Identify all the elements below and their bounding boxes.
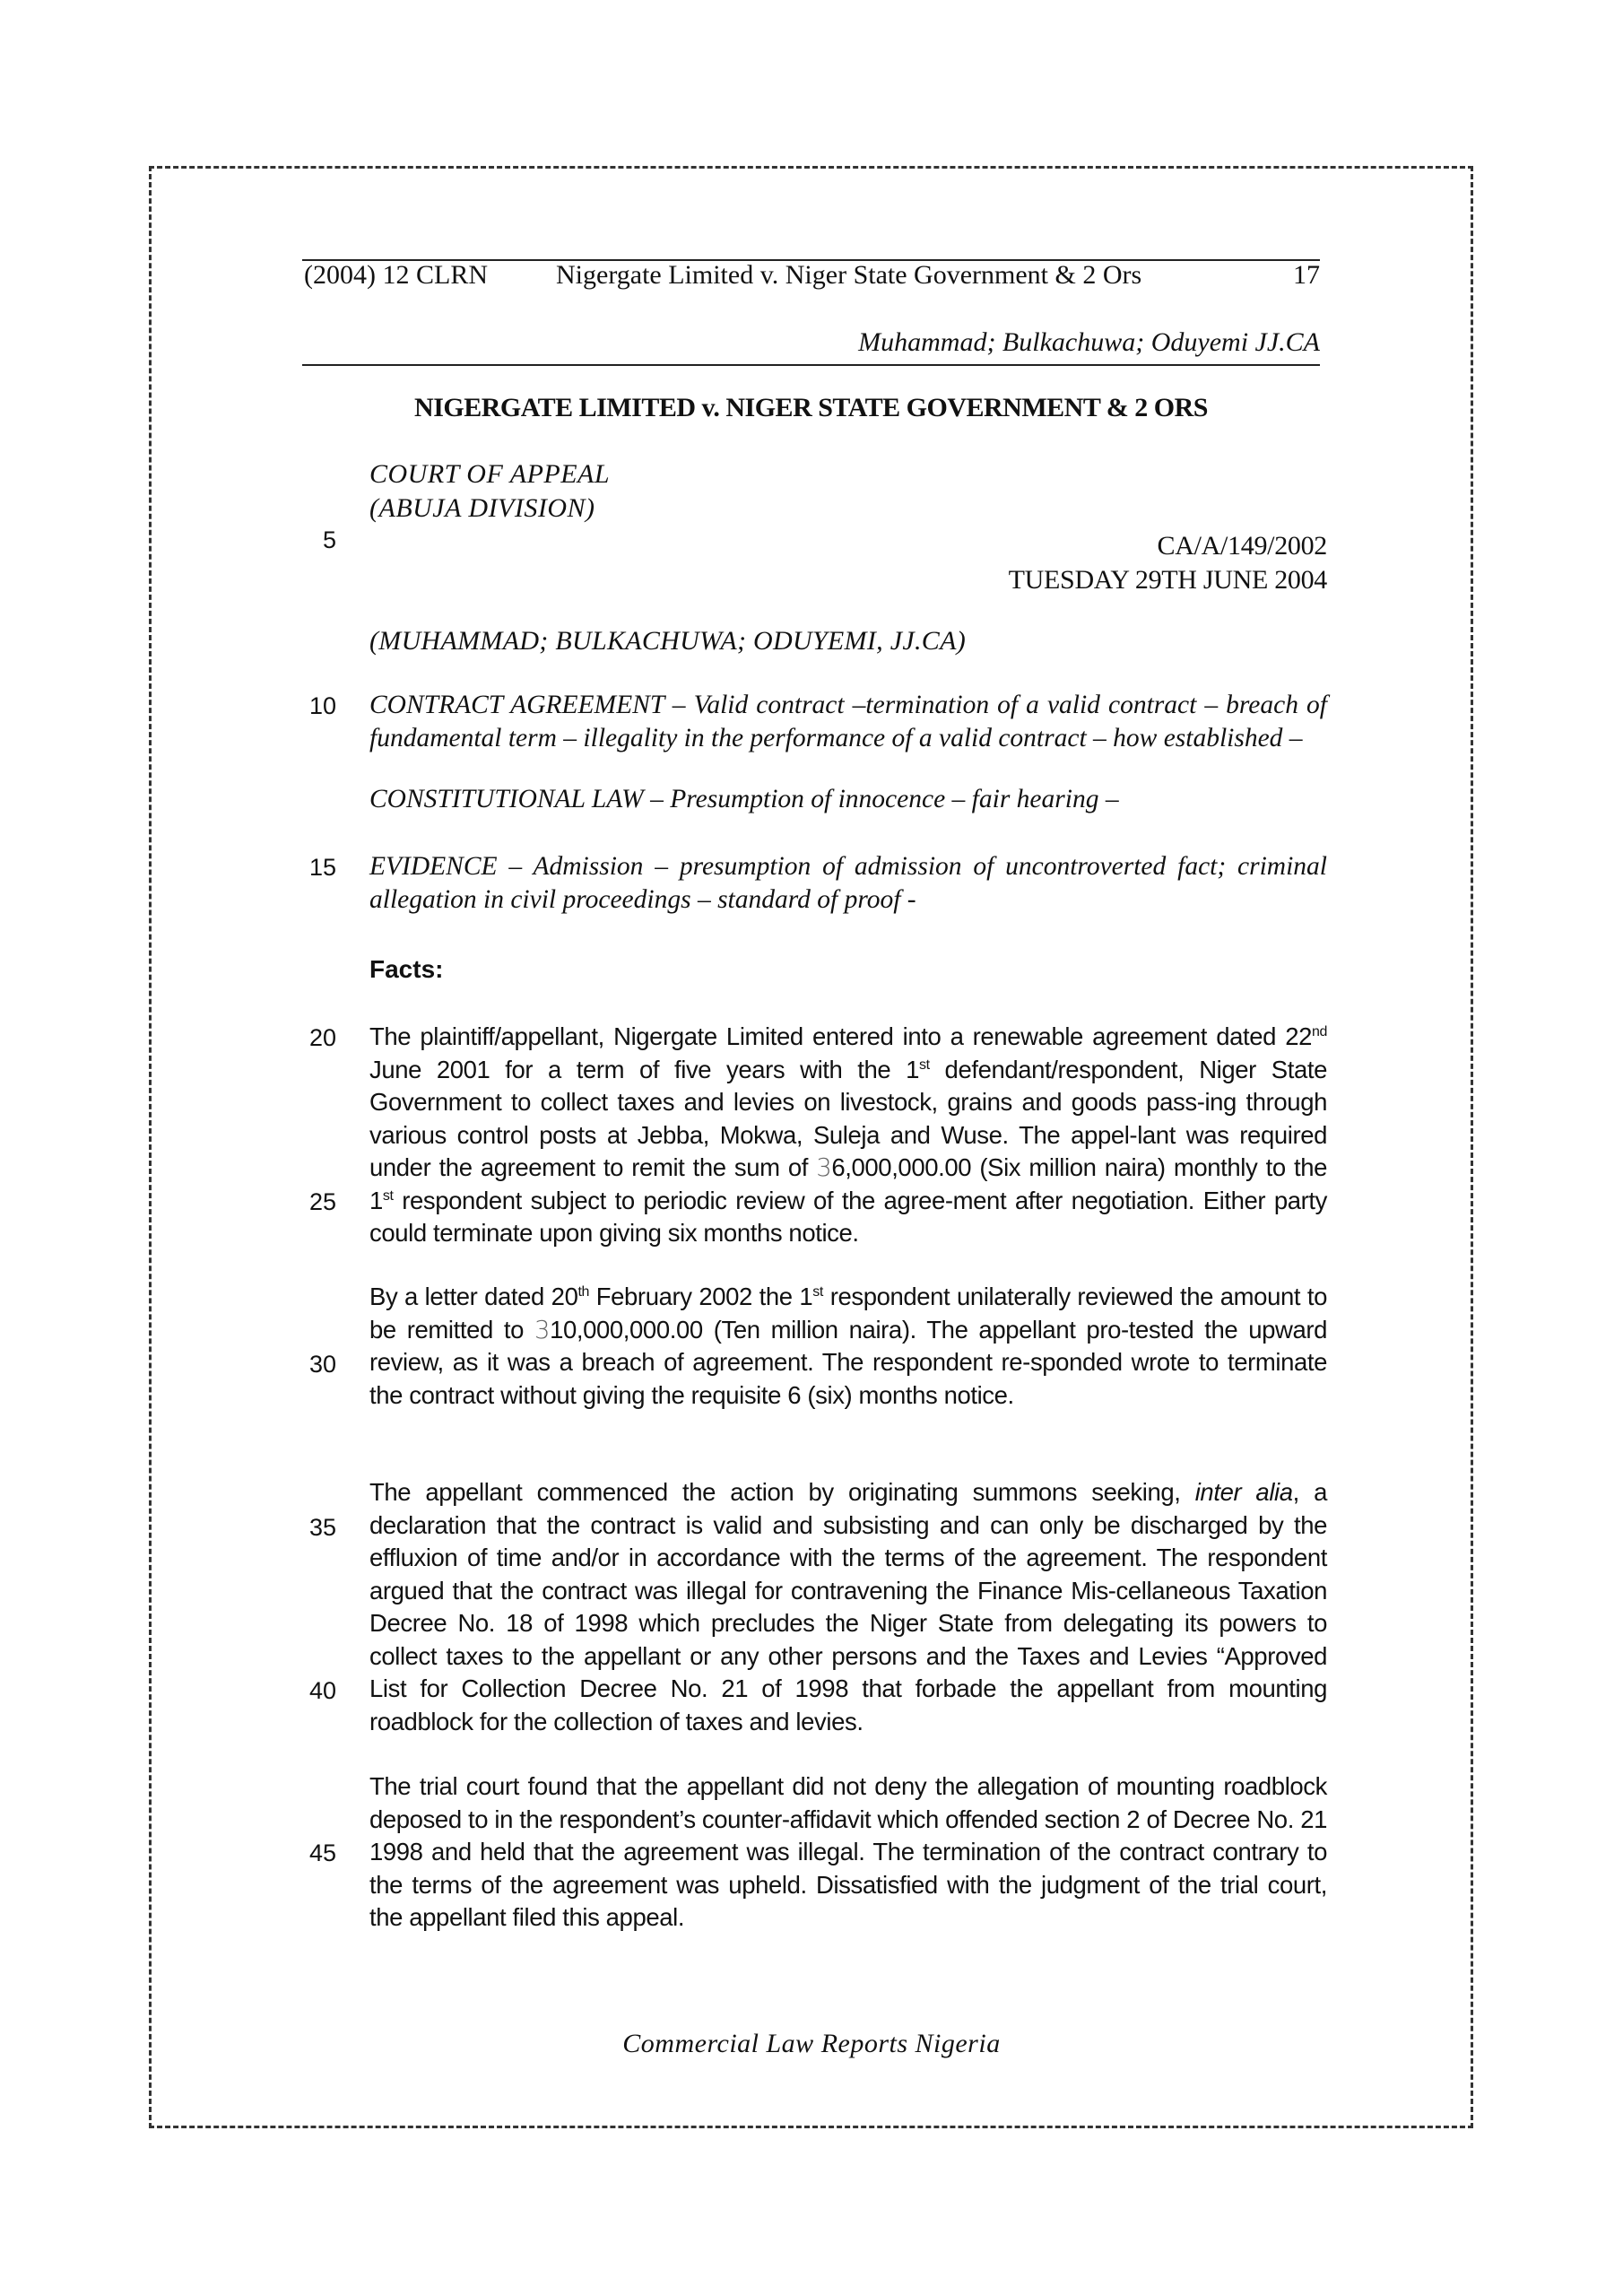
line-number: 15 [308, 854, 336, 881]
line-number: 40 [308, 1677, 336, 1704]
catchword-contract [369, 689, 1327, 755]
naira-symbol: 3 [816, 1153, 832, 1182]
catchword-evidence [369, 850, 1327, 917]
line-number: 20 [308, 1024, 336, 1051]
catchword-heading: CONTRACT AGREEMENT [369, 691, 664, 719]
citation: (2004) 12 CLRN [304, 260, 488, 290]
ordinal-suffix: th [577, 1284, 590, 1300]
catchword-text: – Valid contract –termination of a valid contract – breach of fundamental term – illegality in the performance of a valid contract – how established – [369, 691, 1328, 752]
ordinal-suffix: st [382, 1187, 394, 1204]
text-run: June 2001 for a term of five years with the 1 [369, 1055, 920, 1083]
ordinal-suffix: nd [1312, 1024, 1327, 1039]
case-reference [1009, 529, 1327, 597]
line-number: 45 [308, 1839, 336, 1866]
text-run: The appellant commenced the action by originating summons seeking, [369, 1478, 1195, 1506]
facts-heading: Facts: [369, 955, 444, 983]
line-number: 30 [308, 1351, 336, 1378]
judges-panel: (MUHAMMAD; BULKACHUWA; ODUYEMI, JJ.CA) [369, 626, 966, 656]
text-run: February 2002 the 1 [589, 1283, 813, 1310]
header-bottom-rule [302, 364, 1320, 366]
running-case-name: Nigergate Limited v. Niger State Government & 2 Ors [556, 260, 1142, 290]
text-run: 6,000,000.00 (Six million naira) monthly to the 1 [369, 1153, 1327, 1214]
line-number: 10 [308, 692, 336, 719]
ordinal-suffix: st [919, 1057, 930, 1073]
text-run: respondent unilaterally reviewed the amount to be remitted to [369, 1283, 1327, 1344]
catchword-text: – Admission – presumption of admission of uncontroverted fact; criminal allegation in civil proceedings – standard of proof - [369, 852, 1327, 914]
facts-paragraph-3 [369, 1476, 1327, 1738]
catchword-constitutional [369, 783, 1327, 816]
case-number: CA/A/149/2002 [1157, 531, 1327, 561]
catchword-text: – Presumption of innocence – fair hearing – [643, 785, 1119, 813]
page-number: 17 [1293, 260, 1320, 290]
text-run: respondent subject to periodic review of the agree-ment after negotiation. Either party could terminate upon giving six months notice. [369, 1186, 1327, 1247]
court-name: COURT OF APPEAL [369, 459, 611, 489]
court-block [369, 457, 610, 526]
line-number: 25 [308, 1188, 336, 1215]
catchword-heading: EVIDENCE [369, 852, 498, 881]
text-run: , a declaration that the contract is valid and subsisting and can only be discharged by the effluxion of time and/or in accordance with the terms of the agreement. The respondent argued that the contract was illegal for contravening the Finance Mis-cellaneous Taxation Decree No. 18 of 1998 which precludes the Niger State from delegating its powers to collect taxes to the appellant or any other persons and the Taxes and Levies “Approved List for Collection Decree No. 21 of 1998 that forbade the appellant from mounting roadblock for the collection of taxes and levies. [369, 1478, 1327, 1735]
text-run: 10,000,000.00 (Ten million naira). The appellant pro-tested the upward review, as it was a breach of agreement. The respondent re-sponded wrote to terminate the contract without giving the requisite 6 (six) months notice. [369, 1315, 1327, 1409]
facts-paragraph-4: The trial court found that the appellant did not deny the allegation of mounting roadblock deposed to in the respondent’s counter-affidavit which offended section 2 of Decree No. 21 1998 and held that the agreement was illegal. The termination of the contract contrary to the terms of the agreement was upheld. Dissatisfied with the judgment of the trial court, the appellant filed this appeal. [369, 1772, 1327, 1931]
facts-paragraph-1 [369, 1021, 1327, 1250]
publication-footer: Commercial Law Reports Nigeria [622, 2029, 1001, 2058]
text-run: By a letter dated 20 [369, 1283, 578, 1310]
running-judges: Muhammad; Bulkachuwa; Oduyemi JJ.CA [858, 327, 1320, 357]
line-number: 35 [308, 1514, 336, 1541]
naira-symbol: 3 [534, 1315, 551, 1344]
facts-paragraph-2 [369, 1281, 1327, 1412]
judgment-date: TUESDAY 29TH JUNE 2004 [1008, 565, 1327, 595]
line-number: 5 [322, 526, 336, 553]
catchword-heading: CONSTITUTIONAL LAW [369, 785, 644, 813]
text-run: defendant/respondent, Niger State Government to collect taxes and levies on livestock, grains and goods pass-ing through various control posts at Jebba, Mokwa, Suleja and Wuse. The appel-lant was required under the agreement to remit the sum of [369, 1055, 1327, 1181]
ordinal-suffix: st [812, 1284, 823, 1300]
court-division: (ABUJA DIVISION) [369, 493, 595, 523]
text-run: The plaintiff/appellant, Nigergate Limited entered into a renewable agreement dated 22 [369, 1022, 1312, 1050]
running-head [302, 260, 1320, 296]
case-title: NIGERGATE LIMITED v. NIGER STATE GOVERNMENT & 2 ORS [414, 393, 1208, 422]
latin-phrase: inter alia [1194, 1478, 1293, 1506]
